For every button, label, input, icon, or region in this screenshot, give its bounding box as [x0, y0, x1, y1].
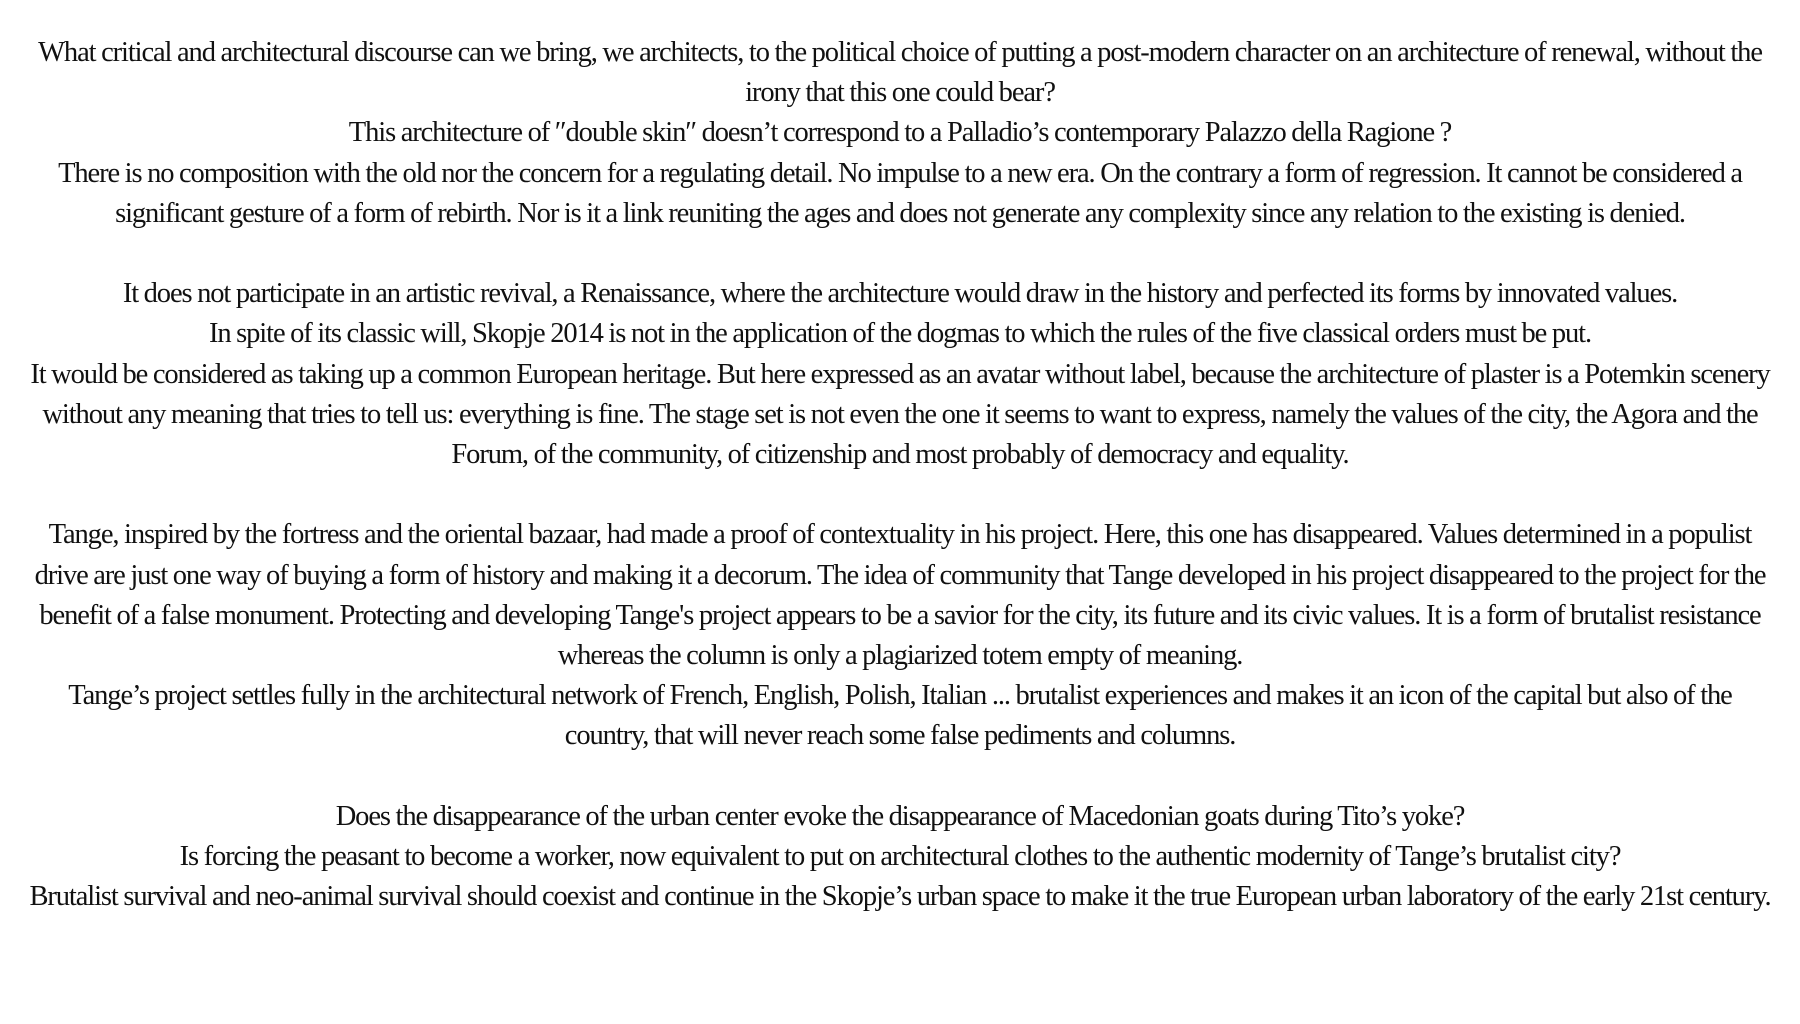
paragraph-spacer	[25, 234, 1775, 274]
text-line: Tange’s project settles fully in the architectural network of French, English, Polish, Italian ... brutalist experiences and makes it an icon of the capital but also of the country, that will never reach some false pediments and columns.	[68, 680, 1732, 752]
text-line: Tange, inspired by the fortress and the oriental bazaar, had made a proof of contextuality in his project. Here, this one has disappeared. Values determined in a populist drive are just one way of buying a form of history and making it a decorum. The idea of community that Tange developed in his project disappeared to the project for the benefit of a false monument. Protecting and developing Tange's project appears to be a savior for the city, its future and its civic values. It is a form of brutalist resistance whereas the column is only a plagiarized totem empty of meaning.	[34, 519, 1766, 672]
paragraph-spacer	[25, 475, 1775, 515]
text-line: It does not participate in an artistic revival, a Renaissance, where the architecture would draw in the history and perfected its forms by innovated values.	[122, 278, 1678, 310]
paragraph-4	[25, 797, 1775, 918]
paragraph-1	[25, 33, 1775, 234]
text-line: There is no composition with the old nor the concern for a regulating detail. No impulse to a new era. On the contrary a form of regression. It cannot be considered a significant gesture of a form of rebirth. Nor is it a link reuniting the ages and does not generate any complexity since any relation to the existing is denied.	[58, 157, 1742, 229]
paragraph-3	[25, 515, 1775, 756]
text-line: In spite of its classic will, Skopje 2014 is not in the application of the dogmas to which the rules of the five classical orders must be put.	[209, 318, 1591, 350]
paragraph-spacer	[25, 757, 1775, 797]
text-line: Does the disappearance of the urban center evoke the disappearance of Macedonian goats during Tito’s yoke?	[335, 800, 1465, 832]
text-line: What critical and architectural discourse can we bring, we architects, to the political choice of putting a post-modern character on an architecture of renewal, without the irony that this one could bear?	[38, 37, 1762, 109]
document-body	[25, 33, 1775, 917]
text-line: This architecture of ″double skin″ doesn’t correspond to a Palladio’s contemporary Palazzo della Ragione ?	[348, 117, 1452, 149]
text-line: Is forcing the peasant to become a worker, now equivalent to put on architectural clothes to the authentic modernity of Tange’s brutalist city?	[179, 841, 1621, 873]
text-line: It would be considered as taking up a common European heritage. But here expressed as an avatar without label, because the architecture of plaster is a Potemkin scenery without any meaning that tries to tell us: everything is fine. The stage set is not even the one it seems to want to express, namely the values of the city, the Agora and the Forum, of the community, of citizenship and most probably of democracy and equality.	[30, 358, 1770, 471]
text-line: Brutalist survival and neo-animal survival should coexist and continue in the Skopje’s urban space to make it the true European urban laboratory of the early 21st century.	[29, 881, 1771, 913]
paragraph-2	[25, 274, 1775, 475]
